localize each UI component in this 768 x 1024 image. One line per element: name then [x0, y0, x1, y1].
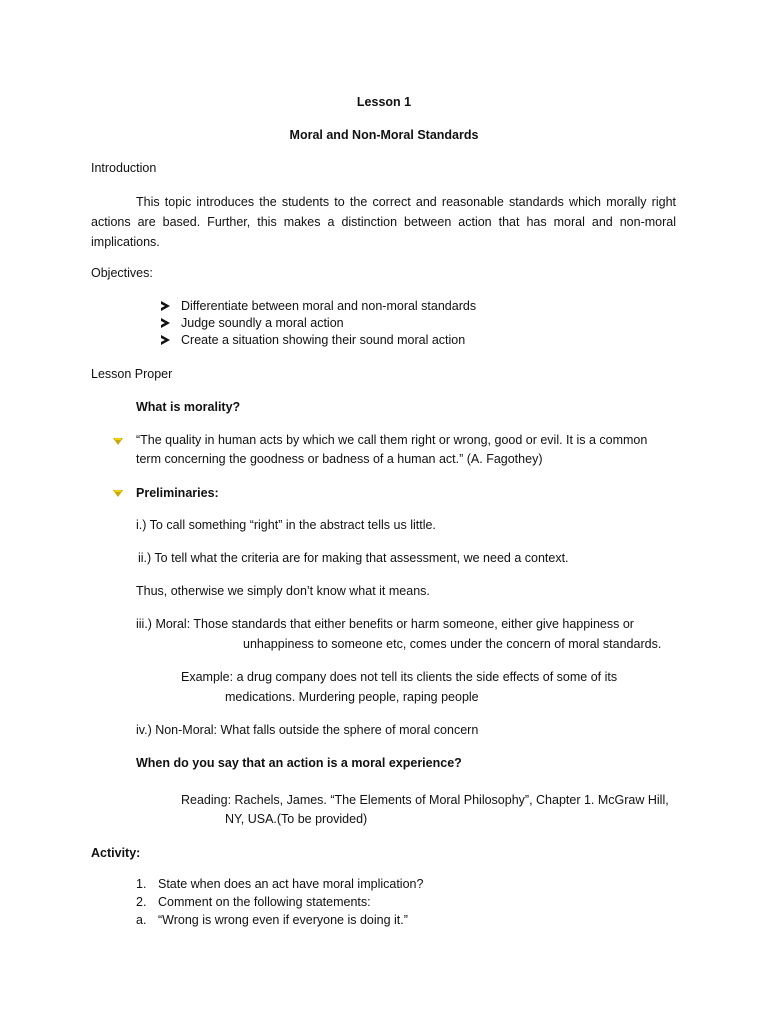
- objective-item: Judge soundly a moral action: [181, 316, 344, 330]
- activity-item: State when does an act have moral implication?: [158, 877, 424, 891]
- example-line: medications. Murdering people, raping people: [225, 690, 479, 704]
- preliminary-point: i.) To call something “right” in the abstract tells us little.: [136, 518, 436, 532]
- activity-heading: Activity:: [91, 846, 141, 860]
- reading-reference: Reading: Rachels, James. “The Elements of Moral Philosophy”, Chapter 1. McGraw Hill,: [181, 793, 669, 807]
- activity-marker: 2.: [136, 895, 147, 909]
- lesson-label: Lesson 1: [356, 95, 412, 109]
- preliminary-point: iv.) Non-Moral: What falls outside the sphere of moral concern: [136, 723, 479, 737]
- moral-experience-question: When do you say that an action is a moral experience?: [136, 756, 462, 770]
- objective-item: Differentiate between moral and non-moral standards: [181, 299, 477, 313]
- morality-question: What is morality?: [136, 400, 241, 414]
- preliminary-point: ii.) To tell what the criteria are for making that assessment, we need a context.: [138, 551, 569, 565]
- diamond-bullet-icon: [113, 490, 123, 497]
- quote-line: “The quality in human acts by which we call them right or wrong, good or evil. It is a common: [136, 433, 648, 447]
- objectives-heading: Objectives:: [91, 266, 153, 280]
- activity-marker: 1.: [136, 877, 147, 891]
- reading-reference: NY, USA.(To be provided): [225, 812, 368, 826]
- preliminaries-heading: Preliminaries:: [136, 486, 219, 500]
- diamond-bullet-icon: [113, 438, 123, 445]
- arrow-bullet-icon: [161, 318, 170, 328]
- preliminary-point-continuation: unhappiness to someone etc, comes under the concern of moral standards.: [243, 637, 662, 651]
- activity-item: “Wrong is wrong even if everyone is doing it.”: [158, 913, 408, 927]
- example-line: Example: a drug company does not tell its clients the side effects of some of its: [181, 670, 618, 684]
- introduction-heading: Introduction: [91, 161, 157, 175]
- arrow-bullet-icon: [161, 301, 170, 311]
- quote-line: term concerning the goodness or badness of a human act.” (A. Fagothey): [136, 452, 543, 466]
- page-title: Moral and Non-Moral Standards: [289, 128, 479, 142]
- activity-item: Comment on the following statements:: [158, 895, 371, 909]
- objective-item: Create a situation showing their sound moral action: [181, 333, 466, 347]
- lesson-proper-heading: Lesson Proper: [91, 367, 173, 381]
- activity-marker: a.: [136, 913, 147, 927]
- preliminary-note: Thus, otherwise we simply don’t know what it means.: [136, 584, 430, 598]
- preliminary-point: iii.) Moral: Those standards that either benefits or harm someone, either give happiness or: [136, 617, 634, 631]
- introduction-text: This topic introduces the students to the correct and reasonable standards which morally right actions are based. Further, this makes a distinction between action that has moral and non-moral implications.: [91, 195, 676, 249]
- arrow-bullet-icon: [161, 335, 170, 345]
